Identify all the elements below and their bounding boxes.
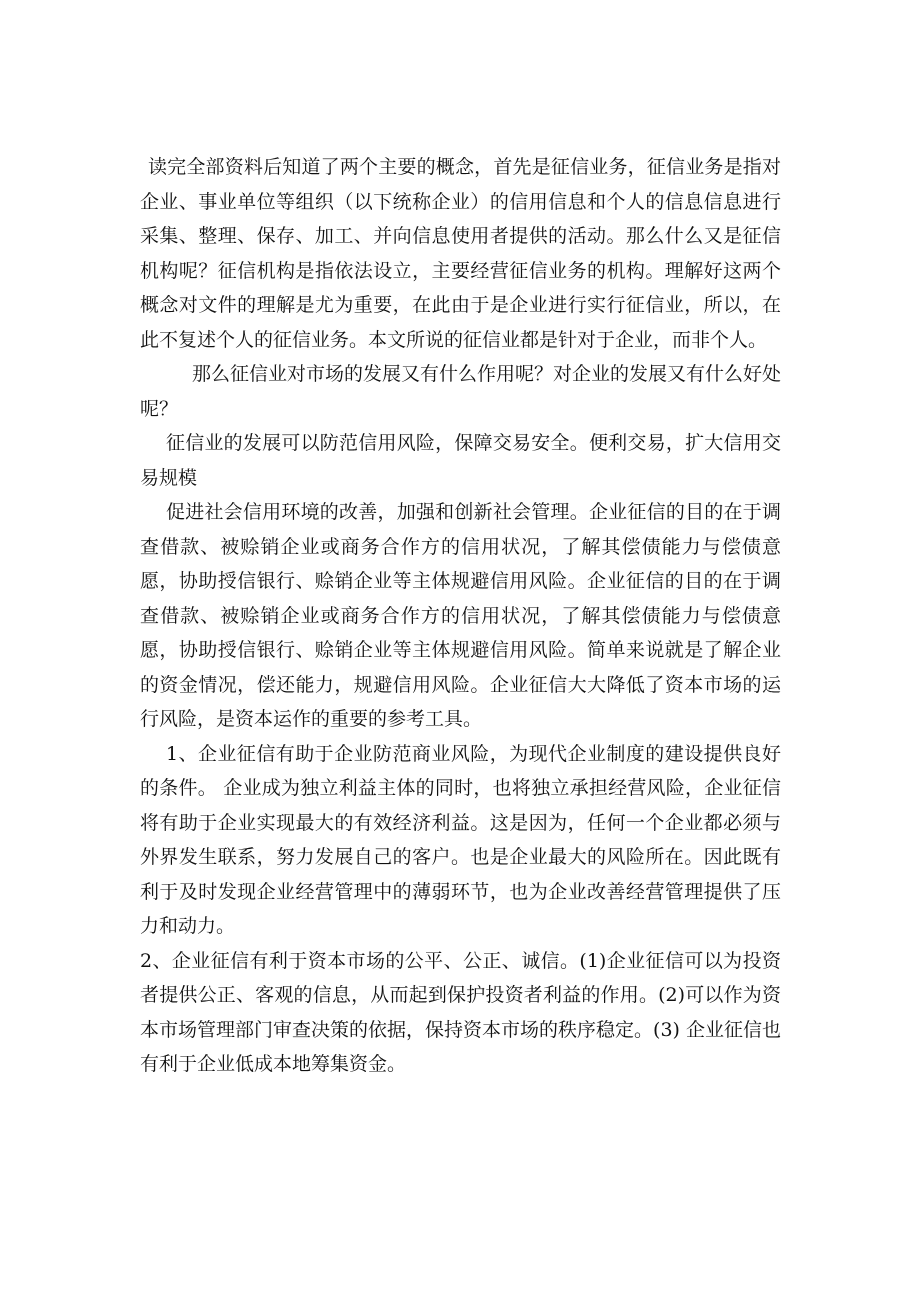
paragraph-question: 那么征信业对市场的发展又有什么作用呢？对企业的发展又有什么好处呢？ bbox=[140, 363, 782, 420]
paragraph-point-1: 1、企业征信有助于企业防范商业风险，为现代企业制度的建设提供良好的条件。 企业成为独立利益主体的同时，也将独立承担经营风险，企业征信将有助于企业实现最大的有效经济利益。这是因为，任何一个企业都必须与外界发生联系，努力发展自己的客户。也是企业最大的风险所在。因此既有利于及时发现企业经营管理中的薄弱环节，也为企业改善经营管理提供了压力和动力。 bbox=[140, 742, 781, 937]
paragraph-intro-concepts: 读完全部资料后知道了两个主要的概念，首先是征信业务，征信业务是指对企业、事业单位等组织（以下统称企业）的信用信息和个人的信息信息进行采集、整理、保存、加工、并向信息使用者提供的活动。那么什么又是征信机构呢？征信机构是指依法设立，主要经营征信业务的机构。理解好这两个概念对文件的理解是尤为重要，在此由于是企业进行实行征信业，所以，在此不复述个人的征信业务。本文所说的征信业都是针对于企业，而非个人。 bbox=[140, 156, 781, 351]
document-body bbox=[140, 150, 781, 1082]
paragraph-point-2: 2、企业征信有利于资本市场的公平、公正、诚信。(1)企业征信可以为投资者提供公正、客观的信息，从而起到保护投资者利益的作用。(2)可以作为资本市场管理部门审查决策的依据，保持资本市场的秩序稳定。(3) 企业征信也有利于企业低成本地筹集资金。 bbox=[140, 949, 781, 1075]
paragraph-risk-prevention: 征信业的发展可以防范信用风险，保障交易安全。便利交易，扩大信用交易规模 bbox=[140, 432, 781, 489]
paragraph-social-credit: 促进社会信用环境的改善，加强和创新社会管理。企业征信的目的在于调查借款、被赊销企业或商务合作方的信用状况，了解其偿债能力与偿债意愿，协助授信银行、赊销企业等主体规避信用风险。企业征信的目的在于调查借款、被赊销企业或商务合作方的信用状况，了解其偿债能力与偿债意愿，协助授信银行、赊销企业等主体规避信用风险。简单来说就是了解企业的资金情况，偿还能力，规避信用风险。企业征信大大降低了资本市场的运行风险，是资本运作的重要的参考工具。 bbox=[140, 501, 781, 730]
